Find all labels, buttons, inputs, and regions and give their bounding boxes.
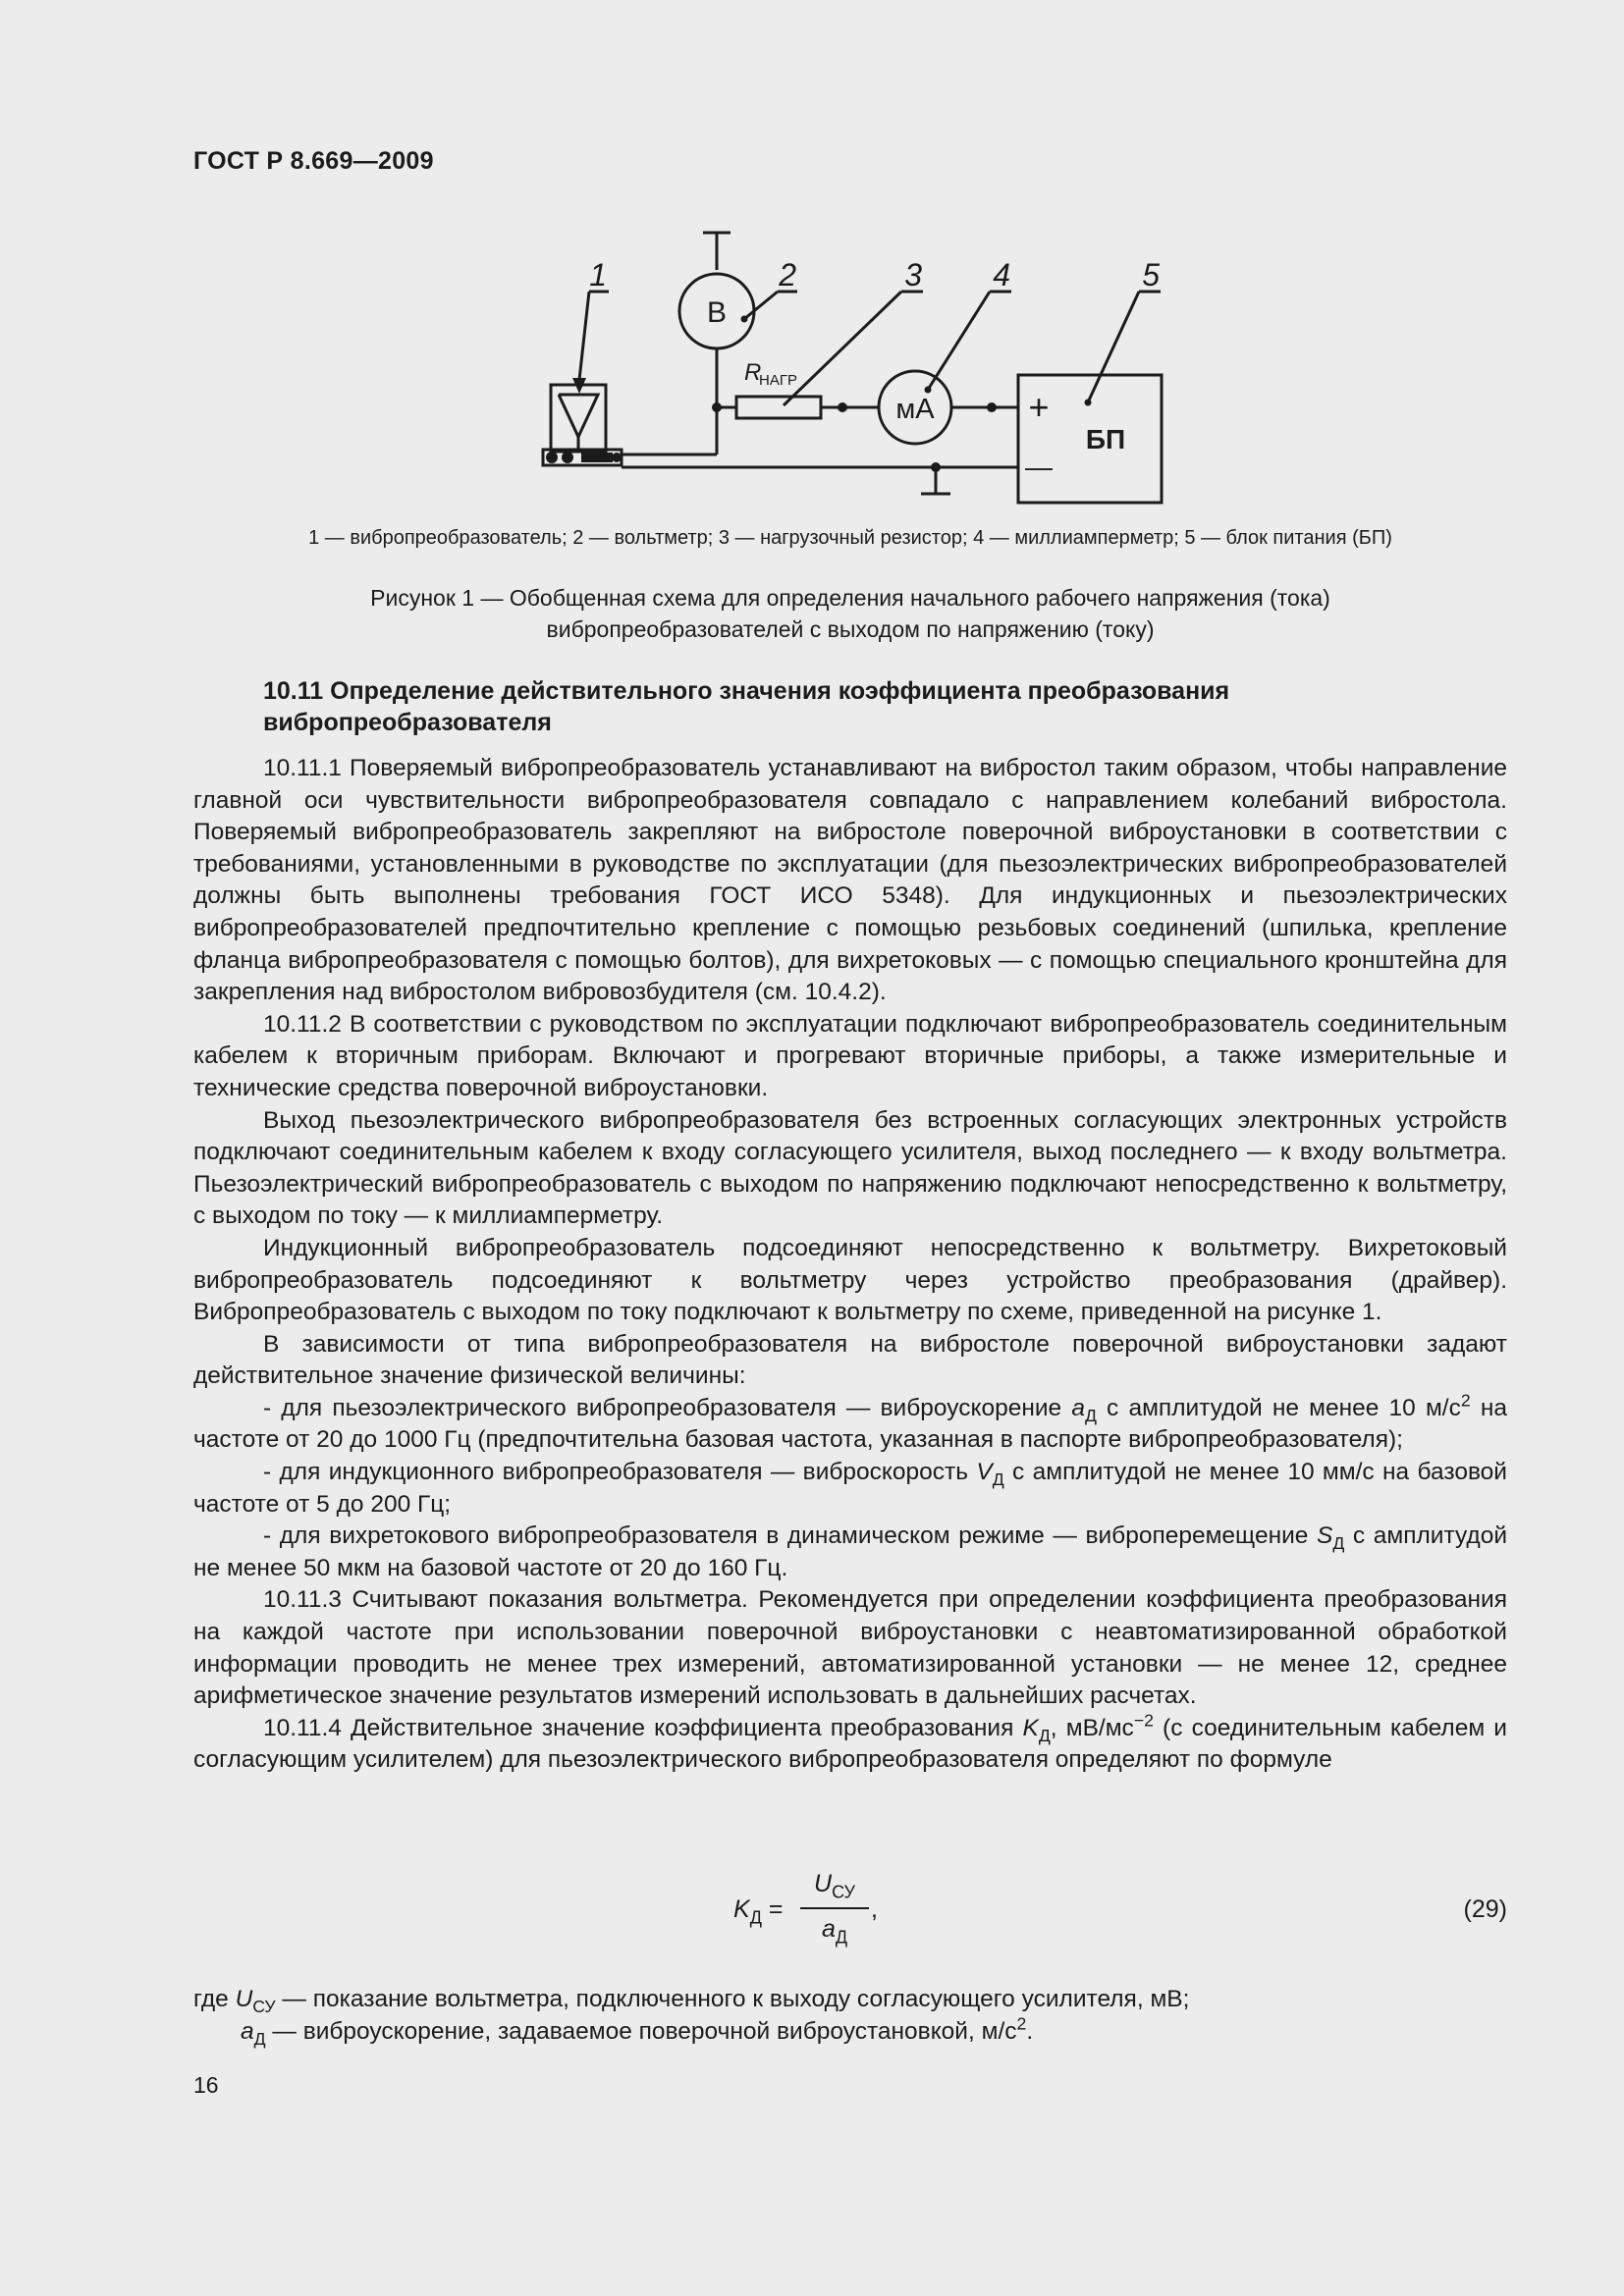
page-number: 16 bbox=[193, 2072, 219, 2098]
label-2: 2 bbox=[779, 257, 796, 293]
caption-line: Рисунок 1 — Обобщенная схема для определения начального рабочего напряжения (тока) bbox=[370, 585, 1330, 611]
circuit-diagram bbox=[530, 221, 1178, 515]
legend-line: где $U_{СУ}$ — показание вольтметра, подключенного к выходу согласующего усилителя, мВ; bbox=[193, 1986, 1190, 2017]
milliammeter-symbol: мА bbox=[895, 394, 935, 425]
paragraph: Выход пьезоэлектрического вибропреобразователя без встроенных согласующих электронных устройств подключают соединительным кабелем к входу согласующего усилителя, выход последнего — к входу вольтметра. Пьезоэлектрический вибропреобразователь с выходом по напряжению подключают непосредственно к вольтметру, с выходом по току — к миллиамперметру. bbox=[193, 1106, 1507, 1230]
junction-dot bbox=[987, 402, 997, 412]
paragraph: 10.11.4 Действительное значение коэффициента преобразования $K_Д$, $мВ/мс^{-2}$ (с соединительным кабелем и согласующим усилителем) для пьезоэлектрического вибропреобразователя определяют по формуле bbox=[193, 1710, 1507, 1774]
label-4: 4 bbox=[993, 257, 1010, 293]
junction-dot bbox=[931, 462, 941, 472]
paragraph: 10.11.2 В соответствии с руководством по эксплуатации подключают вибропреобразователь соединительным кабелем к вторичным приборам. Включают и прогревают вторичные приборы, а также измерительные и технические средства поверочной виброустановки. bbox=[193, 1010, 1507, 1101]
junction-dot bbox=[712, 402, 722, 412]
sensor-triangle bbox=[559, 395, 598, 437]
circuit-svg bbox=[530, 221, 1178, 515]
paragraph: - для вихретокового вибропреобразователя в динамическом режиме — виброперемещение $S_Д$ с амплитудой не менее 50 мкм на базовой частоте от 20 до 160 Гц. bbox=[193, 1522, 1508, 1581]
caption-line: вибропреобразователей с выходом по напряжению (току) bbox=[546, 616, 1155, 642]
fraction-bar bbox=[800, 1907, 869, 1909]
resistor bbox=[736, 397, 821, 418]
resistor-label: R bbox=[744, 359, 762, 386]
leader-1 bbox=[579, 292, 589, 380]
label-1: 1 bbox=[589, 257, 607, 293]
formula-29: $K_Д$ = $U_{СУ}$ $a_Д$ , (29) bbox=[733, 1870, 1507, 1948]
paragraph: В зависимости от типа вибропреобразователя на вибростоле поверочной виброустановки задают действительное значение физической величины: bbox=[193, 1330, 1507, 1390]
legend-line: $a_Д$ — виброускорение, задаваемое поверочной виброустановкой, $м/с^2$. bbox=[241, 2013, 1034, 2050]
formula-denominator: $a_Д$ bbox=[821, 1915, 848, 1948]
heading-line: 10.11 Определение действительного значения коэффициента преобразования bbox=[263, 677, 1230, 705]
label-5: 5 bbox=[1142, 257, 1160, 293]
figure-caption bbox=[193, 582, 1507, 645]
plus-sign: + bbox=[1028, 387, 1050, 427]
equation-number: (29) bbox=[1463, 1896, 1507, 1923]
section-heading bbox=[263, 675, 1441, 738]
minus-sign: — bbox=[1025, 452, 1053, 482]
paragraph: 10.11.1 Поверяемый вибропреобразователь устанавливают на вибростол таким образом, чтобы направление главной оси чувствительности вибропреобразователя совпадало с направлением колебаний вибростола. Поверяемый вибропреобразователь закрепляют на вибростоле поверочной виброустановки в соответствии с требованиями, установленными в руководстве по эксплуатации (для пьезоэлектрических вибропреобразователей должны быть выполнены требования ГОСТ ИСО 5348). Для индукционных и пьезоэлектрических вибропреобразователей предпочтительно крепление с помощью резьбовых соединений (шпилька, крепление фланца вибропреобразователя с помощью болтов), для вихретоковых — с помощью специального кронштейна для закрепления над вибростолом вибровозбудителя (см. 10.4.2). bbox=[193, 755, 1507, 1006]
resistor-subscript: НАГР bbox=[759, 372, 797, 389]
leader-4 bbox=[928, 292, 990, 390]
heading-line: вибропреобразователя bbox=[263, 709, 552, 736]
document-header: ГОСТ Р 8.669—2009 bbox=[193, 147, 434, 175]
paragraph: Индукционный вибропреобразователь подсоединяют непосредственно к вольтметру. Вихретоковый вибропреобразователь подсоединяют к вольтметру через устройство преобразования (драйвер). Вибропреобразователь с выходом по току подключают к вольтметру по схеме, приведенной на рисунке 1. bbox=[193, 1234, 1507, 1326]
paragraph: - для пьезоэлектрического вибропреобразователя — виброускорение $a_Д$ с амплитудой не менее 10 $м/с^2$ на частоте от 20 до 1000 Гц (предпочтительна базовая частота, указанная в паспорте вибропреобразователя); bbox=[193, 1390, 1507, 1454]
paragraph: - для индукционного вибропреобразователя — виброскорость $V_Д$ с амплитудой не менее 10 мм/с на базовой частоте от 5 до 200 Гц; bbox=[193, 1459, 1507, 1518]
formula-legend bbox=[193, 1983, 1507, 2048]
label-3: 3 bbox=[904, 257, 922, 293]
psu-label: БП bbox=[1085, 424, 1126, 454]
figure-legend: 1 — вибропреобразователь; 2 — вольтметр; 3 — нагрузочный резистор; 4 — миллиамперметр; 5 — блок питания (БП) bbox=[308, 527, 1392, 549]
body-text bbox=[193, 753, 1507, 1777]
formula-fraction bbox=[800, 1870, 869, 1948]
formula-lhs: $K_Д$ = bbox=[733, 1896, 784, 1928]
voltmeter-symbol: В bbox=[706, 296, 728, 329]
leader-5 bbox=[1088, 292, 1139, 402]
junction-dot bbox=[838, 402, 847, 412]
formula-numerator: $U_{СУ}$ bbox=[814, 1870, 855, 1902]
paragraph: 10.11.3 Считывают показания вольтметра. Рекомендуется при определении коэффициента преобразования на каждой частоте при использовании поверочной виброустановки с неавтоматизированной обработкой информации проводить не менее трех измерений, автоматизированной установки — не менее 12, среднее арифметическое значение результатов измерений использовать в дальнейших расчетах. bbox=[193, 1586, 1507, 1710]
